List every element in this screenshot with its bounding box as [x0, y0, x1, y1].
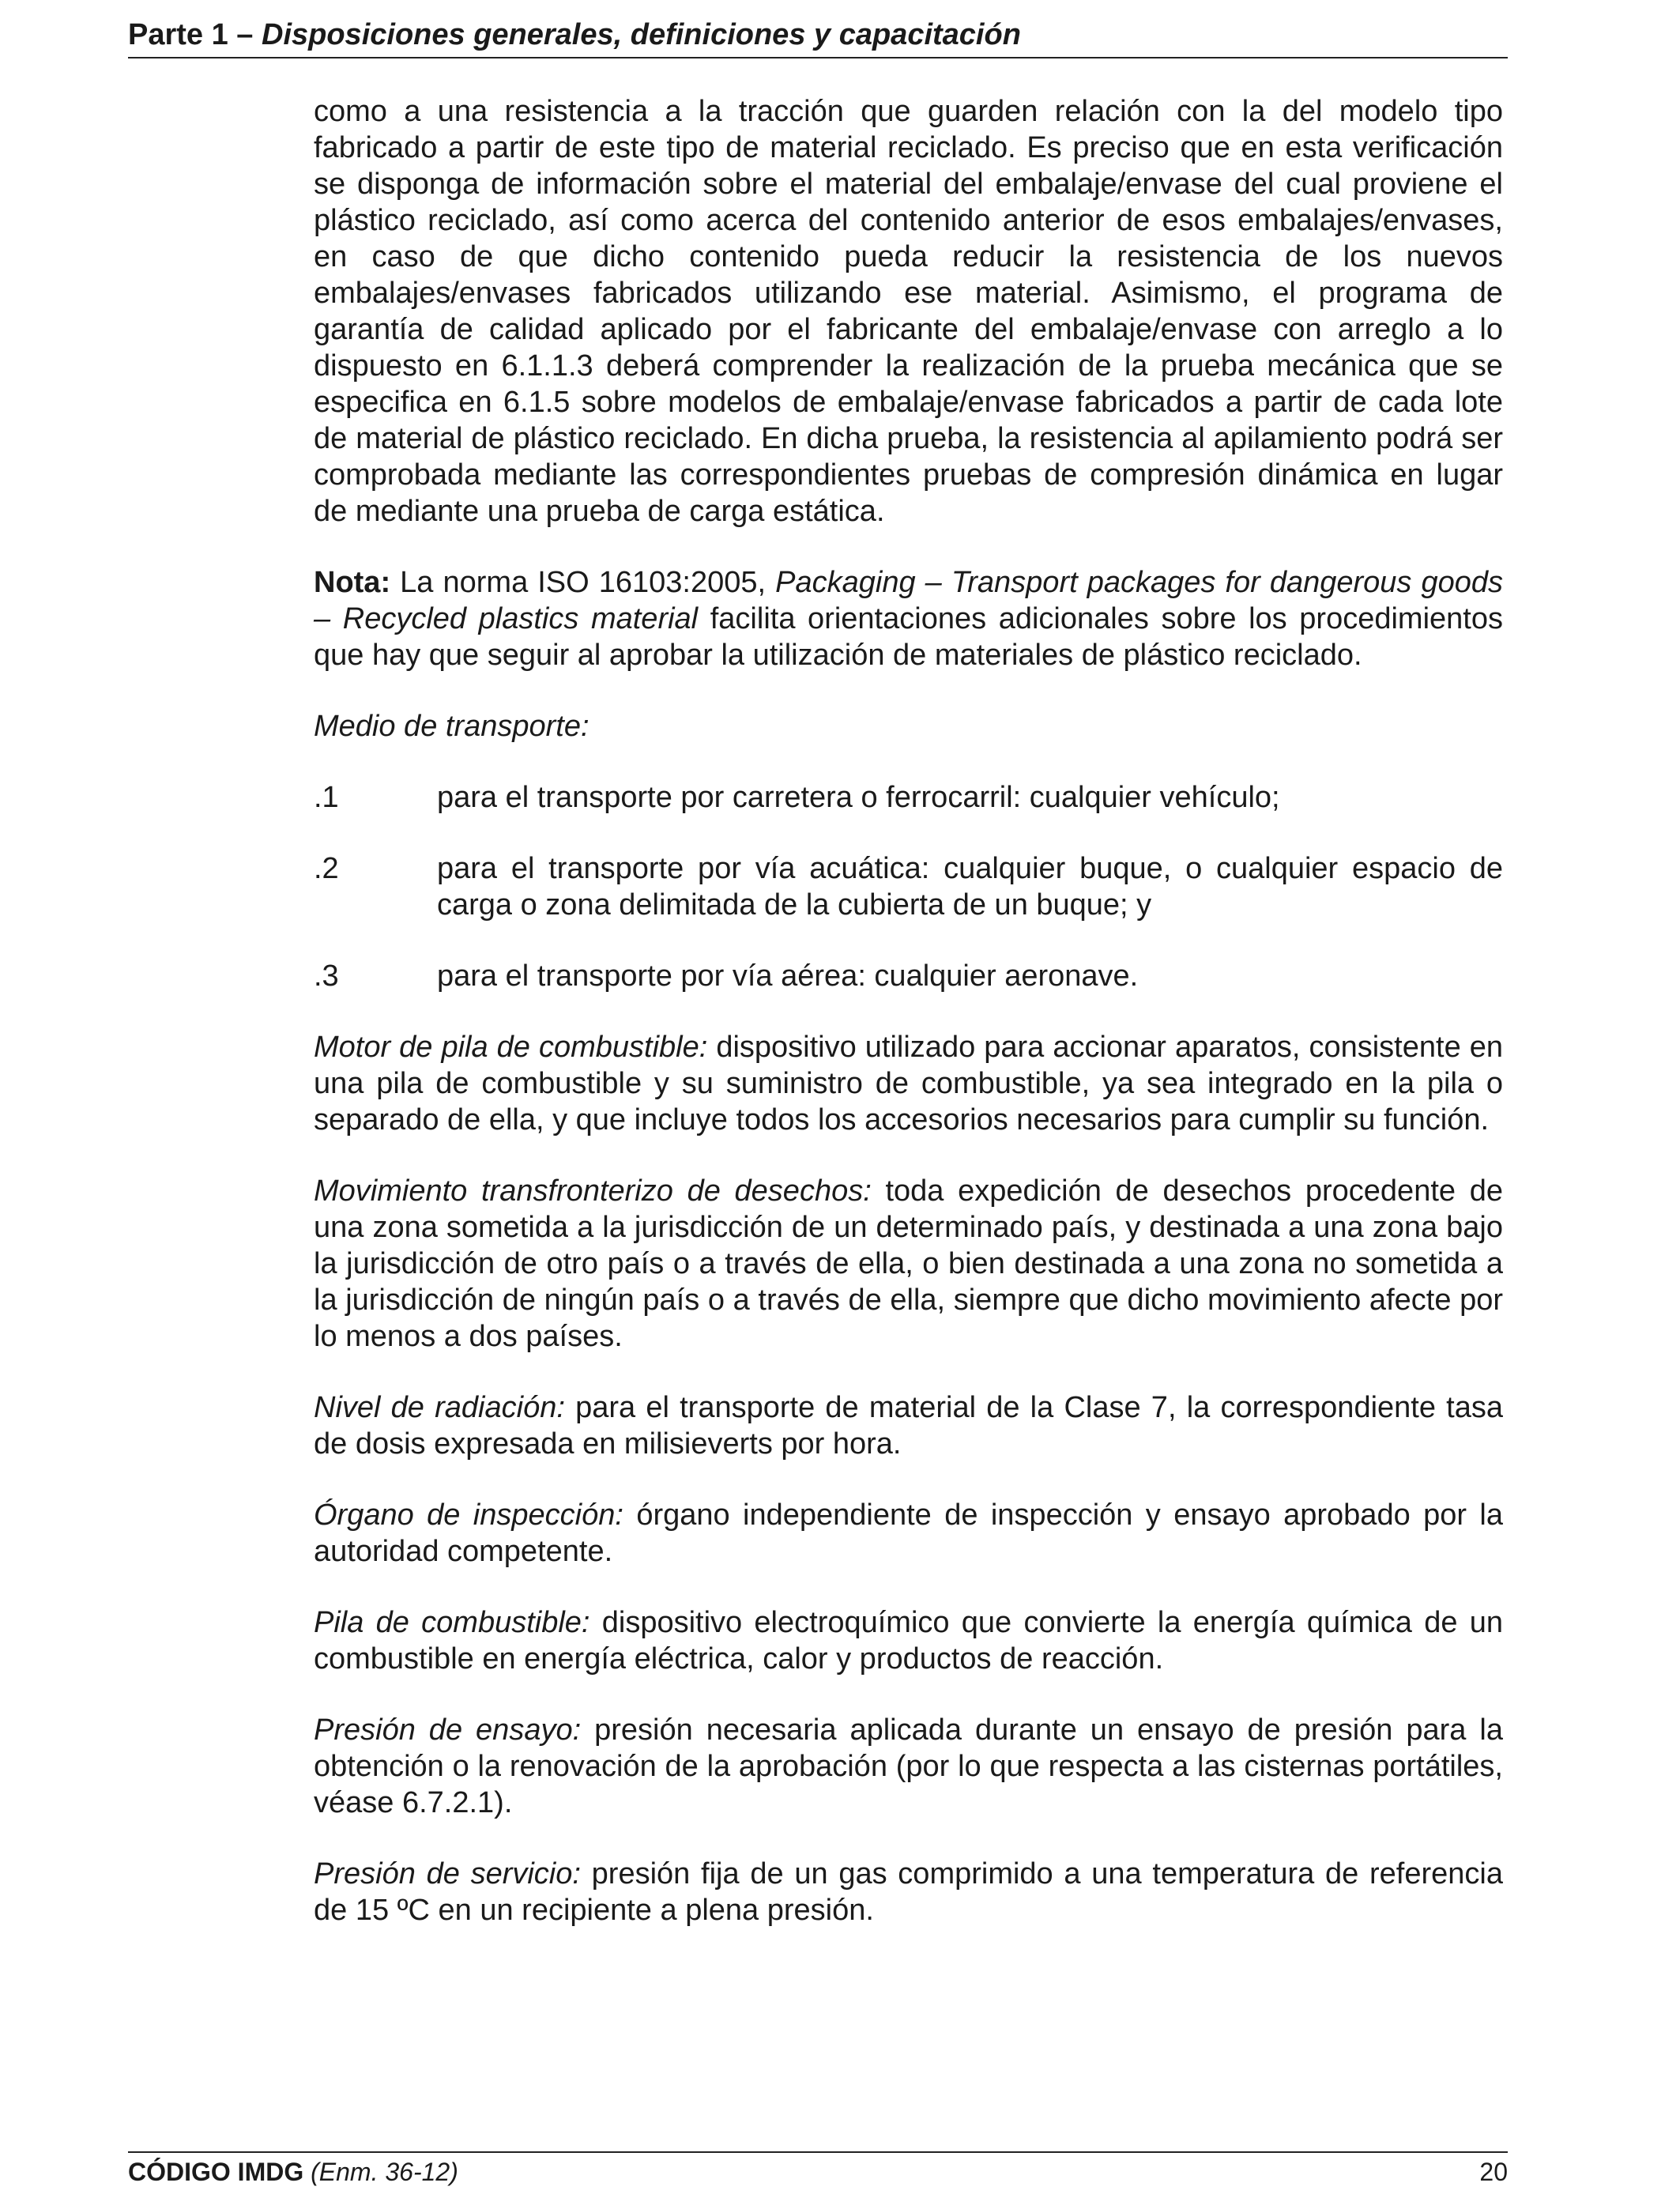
definition-term: Presión de ensayo: — [314, 1713, 582, 1747]
definition-term: Presión de servicio: — [314, 1857, 581, 1891]
note-paragraph — [314, 564, 1503, 673]
list-item-text: para el transporte por vía acuática: cualquier buque, o cualquier espacio de carga o zona delimitada de la cubierta de un buque; y — [437, 852, 1503, 922]
term-medio: Medio de transporte: — [314, 710, 590, 743]
definition-term: Pila de combustible: — [314, 1606, 590, 1639]
definition-text: toda expedición de desechos procedente de una zona sometida a la jurisdicción de un determinado país, y destinada a una zona bajo la jurisdicción de otro país o a través de ella, o bien destinada a una zona no sometida a la jurisdicción de ningún país o a través de ella, siempre que dicho movimiento afecte por lo menos a dos países. — [314, 1174, 1503, 1353]
definition-paragraph — [314, 1712, 1503, 1821]
note-text-a: La norma ISO 16103:2005, — [390, 566, 776, 599]
list-item-text: para el transporte por carretera o ferrocarril: cualquier vehículo; — [437, 781, 1280, 814]
definition-term: Órgano de inspección: — [314, 1498, 623, 1532]
list-item-text: para el transporte por vía aérea: cualquier aeronave. — [437, 959, 1139, 993]
definition-text: presión fija de un gas comprimido a una temperatura de referencia de 15 ºC en un recipiente a plena presión. — [314, 1857, 1503, 1927]
footer-code: CÓDIGO IMDG — [128, 2158, 304, 2186]
definition-paragraph — [314, 1389, 1503, 1462]
definition-paragraph — [314, 1604, 1503, 1677]
body-paragraph: como a una resistencia a la tracción que guarden relación con la del modelo tipo fabricado a partir de este tipo de material reciclado. Es preciso que en esta verificación se disponga de información sobre el material del embalaje/envase del cual proviene el plástico reciclado, así como acerca del contenido anterior de esos embalajes/envases, en caso de que dicho contenido pueda reducir la resistencia de los nuevos embalajes/envases fabricados utilizando ese material. Asimismo, el programa de garantía de calidad aplicado por el fabricante del embalaje/envase con arreglo a lo dispuesto en 6.1.1.3 deberá comprender la realización de la prueba mecánica que se especifica en 6.1.5 sobre modelos de embalaje/envase fabricados a partir de cada lote de material de plástico reciclado. En dicha prueba, la resistencia al apilamiento podrá ser comprobada mediante las correspondientes pruebas de compresión dinámica en lugar de mediante una prueba de carga estática. — [314, 95, 1503, 528]
list-item-number: .2 — [314, 852, 339, 885]
document-body — [314, 93, 1503, 1963]
definition-text: dispositivo utilizado para accionar aparatos, consistente en una pila de combustible y su suministro de combustible, ya sea integrado en la pila o separado de ella, y que incluye todos los accesorios necesarios para cumplir su función. — [314, 1031, 1504, 1137]
definition-paragraph — [314, 1497, 1503, 1570]
list-item — [314, 850, 1503, 923]
definition-term-medio — [314, 708, 1503, 745]
definition-paragraph — [314, 1856, 1503, 1928]
definition-term: Motor de pila de combustible: — [314, 1031, 708, 1064]
header-part: Parte 1 – — [128, 18, 262, 51]
definition-term: Movimiento transfronterizo de desechos: — [314, 1174, 872, 1208]
footer-publication — [128, 2154, 458, 2189]
footer-amendment: (Enm. 36-12) — [303, 2158, 458, 2186]
header-title: Disposiciones generales, definiciones y capacitación — [262, 18, 1021, 51]
note-text-b: facilita orientaciones adicionales sobre los procedimientos que hay que seguir al aprobar la utilización de materiales de plástico reciclado. — [314, 602, 1503, 672]
definition-text: dispositivo electroquímico que convierte la energía química de un combustible en energía eléctrica, calor y productos de reacción. — [314, 1606, 1503, 1676]
definition-text: presión necesaria aplicada durante un ensayo de presión para la obtención o la renovación de la aprobación (por lo que respecta a las cisternas portátiles, véase 6.7.2.1). — [314, 1713, 1503, 1819]
list-item — [314, 779, 1503, 816]
page-number: 20 — [1479, 2158, 1508, 2186]
definition-text: para el transporte de material de la Clase 7, la correspondiente tasa de dosis expresada en milisieverts por hora. — [314, 1391, 1504, 1461]
page-header — [128, 16, 1508, 58]
list-item-number: .3 — [314, 959, 339, 993]
definition-paragraph — [314, 1029, 1503, 1138]
definition-paragraph — [314, 1173, 1503, 1355]
definition-text: órgano independiente de inspección y ensayo aprobado por la autoridad competente. — [314, 1498, 1503, 1568]
page-footer — [128, 2151, 1508, 2189]
definition-term: Nivel de radiación: — [314, 1391, 565, 1424]
list-item-number: .1 — [314, 781, 339, 814]
note-label: Nota: — [314, 566, 391, 599]
note-standard-title: Packaging – Transport packages for dangerous goods – Recycled plastics material — [314, 566, 1504, 635]
list-item — [314, 958, 1503, 994]
